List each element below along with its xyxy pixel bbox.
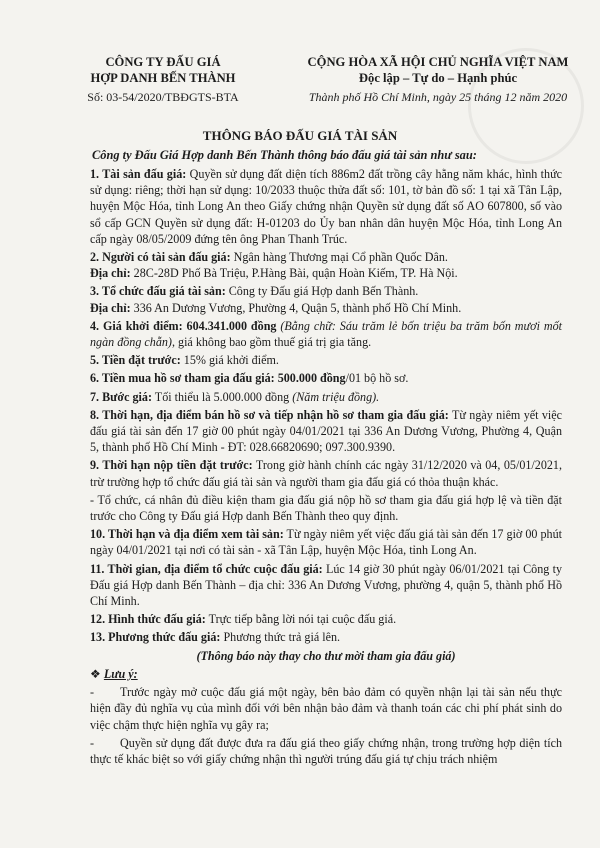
note-paragraph-2 <box>90 735 562 767</box>
item-10-text: Từ ngày niêm yết việc đấu giá tài sản đến 17 giờ 00 phút ngày 04/01/2021 tại nơi có tài sản - xã Tân Lập, huyện Mộc Hóa, tỉnh Long An. <box>90 527 562 558</box>
item-2-label: 2. Người có tài sản đấu giá: <box>90 250 231 265</box>
item-7-words: (Năm triệu đồng). <box>292 389 380 404</box>
note-paragraph-1-text: Trước ngày mở cuộc đấu giá một ngày, bên bảo đảm có quyền nhận lại tài sản nếu thực hiện đầy đủ nghĩa vụ của mình đối với bên nhận bảo đảm và thanh toán các chi phí phát sinh do việc chậm thực hiện nghĩa vụ gây ra; <box>90 685 562 732</box>
company-name-line1: CÔNG TY ĐẤU GIÁ <box>105 55 221 69</box>
item-1-text: Quyền sử dụng đất diện tích 886m2 đất trồng cây hằng năm khác, hình thức sử dụng: riêng; thời hạn sử dụng: 10/2033 thuộc thửa đất số: 101, tờ bản đồ số: 1 tại xã Tân Lập, huyện Mộc Hóa, tỉnh Long An theo Giấy chứng nhận Quyền sử dụng đất số AO 607800, số vào sổ cấp GCN Quyền sử dụng đất: H-01203 do Ủy ban nhân dân huyện Mộc Hóa, tỉnh Long An cấp ngày 08/05/2009 đứng tên ông Phan Thanh Trúc. <box>90 167 562 246</box>
item-2 <box>90 249 562 281</box>
national-title: CỘNG HÒA XÃ HỘI CHỦ NGHĨA VIỆT NAM <box>307 55 569 69</box>
item-2-address-label: Địa chỉ: <box>90 266 131 281</box>
intro-line: Công ty Đấu Giá Hợp danh Bến Thành thông báo đấu giá tài sản như sau: <box>92 148 477 162</box>
item-9-text: Trong giờ hành chính các ngày 31/12/2020 và 04, 05/01/2021, trừ trường hợp tổ chức đấu giá tài sản và người tham gia đấu giá có thỏa thuận khác. <box>90 458 562 489</box>
item-1 <box>90 166 562 247</box>
dash-marker: - <box>90 735 95 750</box>
item-13-label: 13. Phương thức đấu giá: <box>90 630 221 645</box>
document-body <box>90 166 562 769</box>
notice-replacement-line: (Thông báo này thay cho thư mời tham gia đấu giá) <box>196 648 456 663</box>
document-date: Thành phố Hồ Chí Minh, ngày 25 tháng 12 năm 2020 <box>308 90 568 104</box>
item-12 <box>90 611 562 627</box>
item-2-text: Ngân hàng Thương mại Cổ phần Quốc Dân. <box>230 250 448 265</box>
item-11-text: Lúc 14 giờ 30 phút ngày 06/01/2021 tại Công ty Đấu giá Hợp danh Bến Thành – địa chỉ: 336 An Dương Vương, phường 4, quận 5, thành phố Hồ Chí Minh. <box>90 561 562 609</box>
item-6-text: /01 bộ hồ sơ. <box>345 371 409 386</box>
item-5-label: 5. Tiền đặt trước: <box>90 353 181 368</box>
item-12-label: 12. Hình thức đấu giá: <box>90 612 206 627</box>
item-8-text: Từ ngày niêm yết việc đấu giá tài sản đến 17 giờ 00 phút ngày 04/01/2021 tại 336 An Dương Vương, Phường 4, Quận 5, thành phố Hồ Chí Minh - ĐT: 028.66820690; 097.300.9390. <box>90 407 563 455</box>
item-3-label: 3. Tổ chức đấu giá tài sản: <box>90 284 226 299</box>
item-5 <box>90 352 562 368</box>
item-13 <box>90 629 562 645</box>
diamond-bullet-icon: ❖ <box>90 666 101 681</box>
item-3 <box>90 283 562 315</box>
item-4 <box>90 318 562 350</box>
item-8-label: 8. Thời hạn, địa điểm bán hồ sơ và tiếp nhận hồ sơ tham gia đấu giá: <box>90 407 449 422</box>
item-11 <box>90 561 562 610</box>
national-header <box>288 54 588 105</box>
reference-number: Số: 03-54/2020/TBĐGTS-BTA <box>87 90 239 104</box>
national-motto: Độc lập – Tự do – Hạnh phúc <box>358 71 518 85</box>
item-11-label: 11. Thời gian, địa điểm tổ chức cuộc đấu giá: <box>90 561 323 576</box>
dash-marker: - <box>90 685 95 700</box>
item-4-words: (Bằng chữ: Sáu trăm lẻ bốn triệu ba trăm bốn mươi mốt ngàn đồng chẵn) <box>90 318 562 350</box>
item-5-text: 15% giá khởi điểm. <box>180 353 279 368</box>
document-title: THÔNG BÁO ĐẤU GIÁ TÀI SẢN <box>202 128 398 143</box>
item-6-label: 6. Tiền mua hồ sơ tham gia đấu giá: 500.000 đồng <box>90 371 346 386</box>
item-4-label: 4. Giá khởi điểm: 604.341.000 đồng <box>90 318 277 333</box>
item-9-extra: - Tổ chức, cá nhân đủ điều kiện tham gia đấu giá nộp hồ sơ tham gia đấu giá hợp lệ và tiền đặt trước cho Công ty Đấu giá Hợp danh Bến Thành theo quy định. <box>90 492 562 524</box>
company-name-line2: HỢP DANH BẾN THÀNH <box>90 71 236 85</box>
item-7-label: 7. Bước giá: <box>90 389 152 404</box>
item-3-text: Công ty Đấu giá Hợp danh Bến Thành. <box>225 284 419 299</box>
company-header <box>38 54 288 105</box>
item-1-label: 1. Tài sản đấu giá: <box>90 167 187 181</box>
item-13-text: Phương thức trả giá lên. <box>220 630 341 645</box>
note-paragraph-1 <box>90 684 562 733</box>
item-3-address: 336 An Dương Vương, Phường 4, Quận 5, thành phố Hồ Chí Minh. <box>130 300 462 315</box>
item-10 <box>90 526 562 558</box>
item-10-label: 10. Thời hạn và địa điểm xem tài sản: <box>90 527 284 542</box>
item-3-address-label: Địa chỉ: <box>90 300 131 315</box>
item-6 <box>90 370 562 386</box>
item-9 <box>90 457 562 489</box>
note-title: Lưu ý: <box>103 666 138 681</box>
item-12-text: Trực tiếp bằng lời nói tại cuộc đấu giá. <box>205 612 397 627</box>
item-7-text: Tối thiểu là 5.000.000 đồng <box>152 389 293 404</box>
item-8 <box>90 407 562 456</box>
item-9-label: 9. Thời hạn nộp tiền đặt trước: <box>90 458 253 473</box>
item-7 <box>90 389 562 405</box>
note-heading <box>90 666 562 682</box>
note-paragraph-2-text: Quyền sử dụng đất được đưa ra đấu giá theo giấy chứng nhận, trong trường hợp diện tích thực tế khác biệt so với giấy chứng nhận thì người trúng đấu giá tự chịu trách nhiệm <box>90 735 562 766</box>
item-2-address: 28C-28D Phố Bà Triệu, P.Hàng Bài, quận Hoàn Kiếm, TP. Hà Nội. <box>130 266 458 281</box>
item-4-text: , giá không bao gồm thuế giá trị gia tăng. <box>171 335 372 350</box>
